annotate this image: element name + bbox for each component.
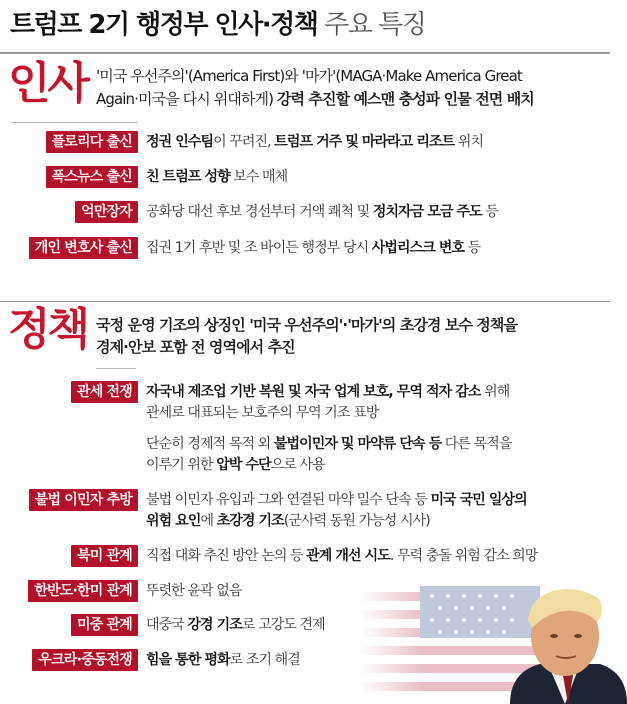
divider xyxy=(0,52,610,54)
policy-category-label: 한반도·한미 관계 xyxy=(28,580,138,602)
emphasis-text: 위험 요인 xyxy=(146,513,201,529)
policy-description-line xyxy=(146,490,527,511)
emphasis-text: 초강경 기조 xyxy=(216,513,284,529)
policy-category-label: 불법 이민자 추방 xyxy=(29,489,138,511)
policy-category-label: 북미 관계 xyxy=(71,545,138,567)
personnel-intro-strong: 강력 추진할 예스맨 충성파 인물 전면 배치 xyxy=(276,90,534,108)
emphasis-text: 관계 개선 시도 xyxy=(306,548,390,564)
policy-description-line xyxy=(146,615,325,636)
policy-heading: 정책 xyxy=(8,304,88,355)
emphasis-text: 정치자금 모금 주도 xyxy=(372,204,482,220)
body-text: 등 xyxy=(464,240,481,256)
body-text: 뚜렷한 윤곽 없음 xyxy=(146,583,242,599)
body-text: 직접 대화 추진 방안 논의 등 xyxy=(146,548,307,564)
policy-description-line xyxy=(146,650,300,671)
body-text: 다른 목적을 xyxy=(441,436,512,452)
body-text: 위치 xyxy=(454,134,484,150)
policy-category-label: 관세 전쟁 xyxy=(71,381,138,403)
body-text: 이루기 위한 xyxy=(146,457,217,473)
emphasis-text: 불법이민자 및 마약류 단속 등 xyxy=(273,436,442,452)
body-text: 단순히 경제적 목적 외 xyxy=(146,436,274,452)
policy-category-label: 우크라·중동전쟁 xyxy=(32,649,138,671)
personnel-intro-plain: Again·미국을 다시 위대하게) xyxy=(96,90,274,108)
body-text: 이 꾸려진, xyxy=(213,134,275,150)
personnel-description xyxy=(146,132,483,153)
personnel-category-label: 개인 변호사 출신 xyxy=(29,237,138,259)
divider xyxy=(0,301,610,302)
personnel-description xyxy=(146,202,498,223)
policy-description-line xyxy=(146,511,430,532)
body-text: 집권 1기 후반 및 조 바이든 행정부 당시 xyxy=(146,240,372,256)
emphasis-text: 정권 인수팀 xyxy=(146,134,214,150)
policy-intro-line1: 국정 운영 기조의 상징인 '미국 우선주의'·'마가'의 초강경 보수 정책을 xyxy=(96,316,518,334)
divider xyxy=(12,122,138,123)
title-main: 트럼프 2기 행정부 인사·정책 xyxy=(10,10,318,40)
personnel-intro-line2 xyxy=(96,89,534,110)
body-text: 대중국 xyxy=(146,617,188,633)
body-text: 보수 매체 xyxy=(229,169,288,185)
policy-description-line xyxy=(146,455,325,476)
policy-intro-line2: 경제·안보 포함 전 영역에서 추진 xyxy=(96,338,295,356)
emphasis-text: 자국내 제조업 기반 복원 및 자국 업계 보호, 무역 적자 감소 xyxy=(146,384,481,400)
body-text: 관세로 대표되는 보호주의 무역 기조 표방 xyxy=(146,405,379,421)
personnel-category-label: 억만장자 xyxy=(75,201,138,223)
divider xyxy=(96,368,136,369)
emphasis-text: 트럼프 거주 및 마라라고 리조트 xyxy=(274,134,455,150)
body-text: . 무력 충돌 위험 감소 희망 xyxy=(389,548,538,564)
policy-description-line xyxy=(146,434,511,455)
emphasis-text: 친 트럼프 성향 xyxy=(146,169,230,185)
personnel-intro-line1: '미국 우선주의'(America First)와 '마가'(MAGA·Make America Great xyxy=(96,67,522,85)
page-title xyxy=(10,4,425,41)
emphasis-text: 미국 국민 일상의 xyxy=(430,492,527,508)
policy-category-label: 미중 관계 xyxy=(71,614,138,636)
emphasis-text: 힘을 통한 평화 xyxy=(146,652,230,668)
body-text: 공화당 대선 후보 경선부터 거액 쾌척 및 xyxy=(146,204,373,220)
body-text: 에 xyxy=(200,513,217,529)
policy-description-line xyxy=(146,546,537,567)
policy-description-line xyxy=(146,581,241,602)
body-text: 로 고강도 견제 xyxy=(241,617,325,633)
policy-description-line xyxy=(146,382,509,403)
personnel-heading: 인사 xyxy=(8,58,88,109)
title-sub: 주요 특징 xyxy=(324,10,426,40)
portrait-photo xyxy=(470,578,627,704)
body-text: (군사력 동원 가능성 시사) xyxy=(283,513,430,529)
personnel-category-label: 폭스뉴스 출신 xyxy=(46,166,138,188)
body-text: 불법 이민자 유입과 그와 연결된 마약 밀수 단속 등 xyxy=(146,492,431,508)
emphasis-text: 사법리스크 변호 xyxy=(371,240,465,256)
personnel-category-label: 플로리다 출신 xyxy=(46,131,138,153)
body-text: 로 조기 해결 xyxy=(229,652,300,668)
personnel-description xyxy=(146,167,287,188)
body-text: 으로 사용 xyxy=(270,457,325,473)
body-text: 등 xyxy=(481,204,498,220)
emphasis-text: 압박 수단 xyxy=(216,457,271,473)
policy-description-line xyxy=(146,403,378,424)
personnel-description xyxy=(146,238,480,259)
emphasis-text: 강경 기조 xyxy=(187,617,242,633)
body-text: 위해 xyxy=(480,384,510,400)
